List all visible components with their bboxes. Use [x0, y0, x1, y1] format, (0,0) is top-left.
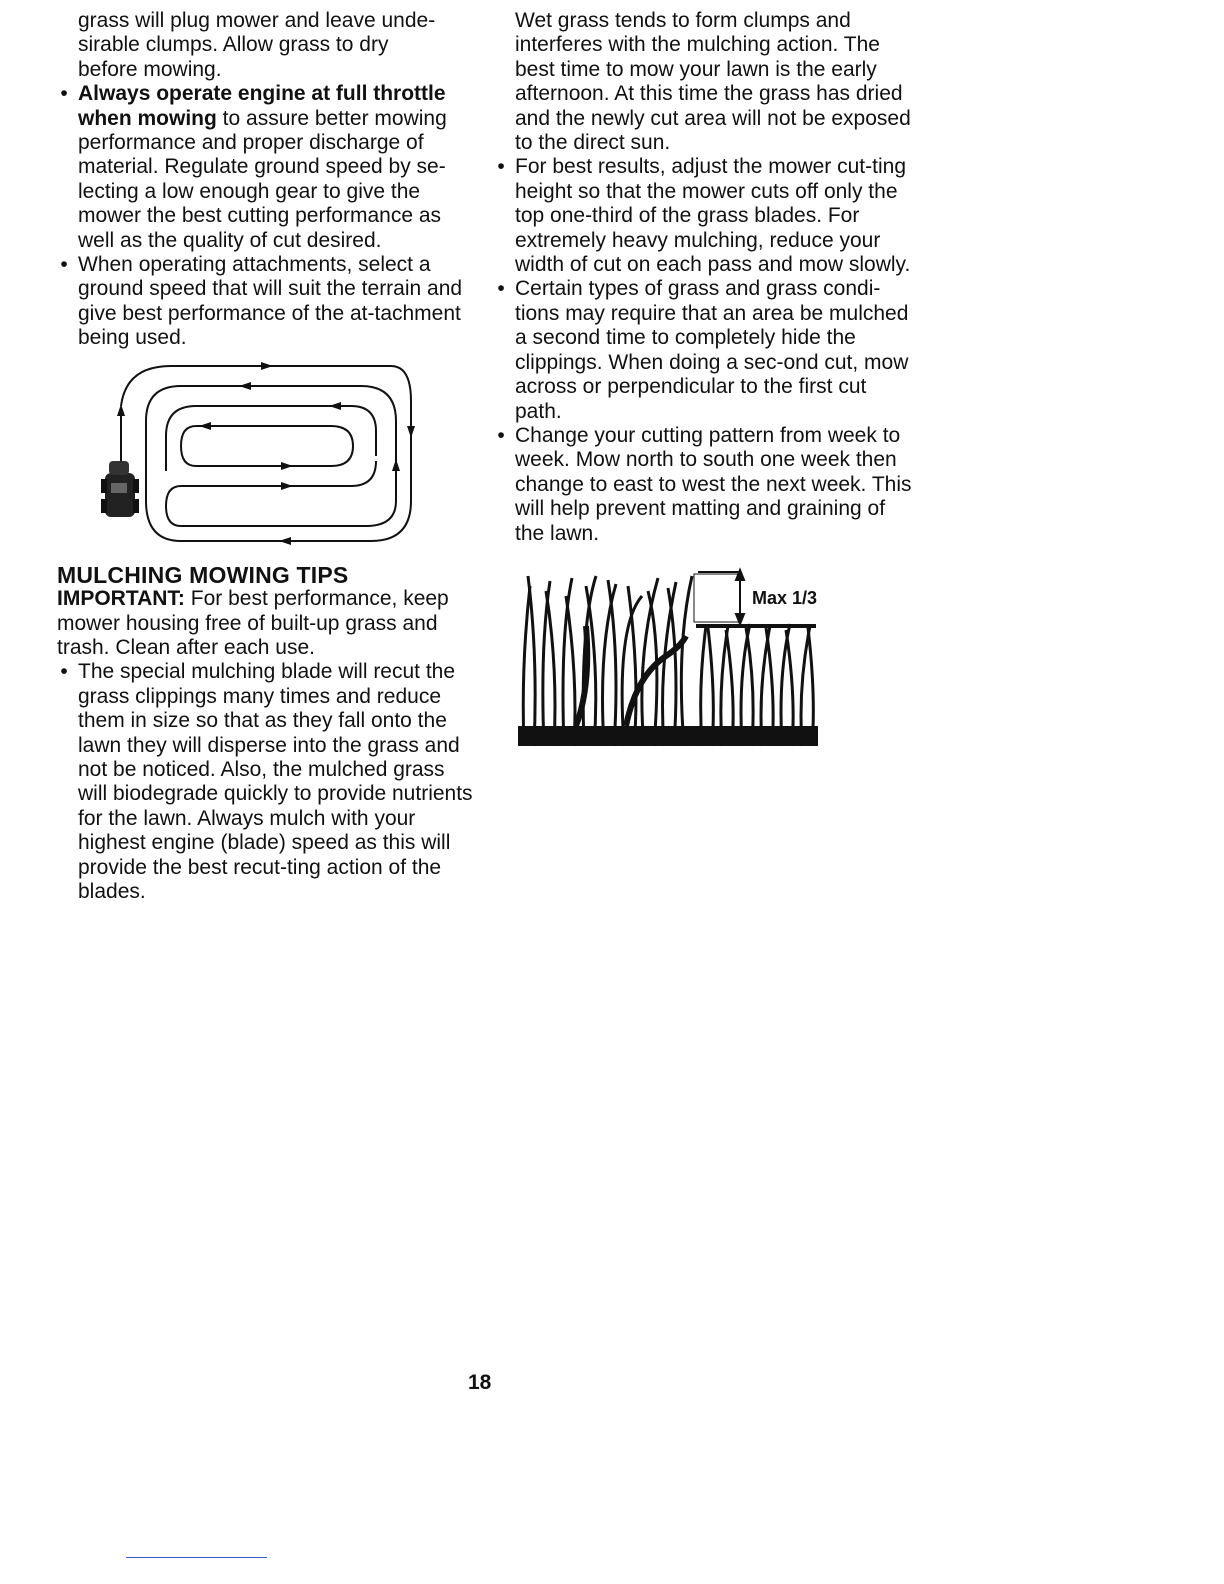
bullet-icon: • — [497, 423, 505, 447]
arrow-down-icon — [407, 426, 415, 438]
intro-line: sirable clumps. Allow grass to dry — [78, 33, 389, 57]
max-height-label: Max 1/3 — [752, 587, 818, 608]
bullet-second-cut-text: Certain types of grass and grass condi-tions may require that an area be mulched a second time to completely hide the clippings. When doing a sec-ond cut, mow across or perpendicular to the first cut path. — [515, 277, 909, 423]
arrow-right-icon — [281, 462, 293, 470]
arrow-left-icon — [329, 402, 341, 410]
pattern-center-loop — [181, 426, 353, 466]
cut-zone-box — [694, 574, 740, 622]
arrow-right-icon — [261, 362, 273, 370]
grass-height-illustration — [516, 566, 828, 751]
bullet-icon: • — [60, 253, 68, 277]
arrow-left-icon — [279, 537, 291, 545]
arrow-right-icon — [281, 482, 293, 490]
pattern-outer-path — [146, 401, 411, 541]
left-column — [57, 9, 477, 904]
intro-line: before mowing. — [78, 57, 222, 81]
pattern-loop-path — [166, 406, 376, 471]
intro-text — [57, 9, 477, 82]
bullet-icon: • — [497, 155, 505, 179]
arrow-left-icon — [199, 422, 211, 430]
footer-rule — [126, 1557, 267, 1558]
mower-icon — [101, 461, 139, 517]
section-heading: MULCHING MOWING TIPS — [57, 561, 349, 588]
bullet-icon: • — [60, 660, 68, 684]
mowing-pattern-diagram — [101, 361, 431, 551]
arrow-up-icon — [117, 404, 125, 416]
bullet-cutting-pattern-text: Change your cutting pattern from week to week. Mow north to south one week then change to east to west the next week. This will help prevent matting and graining of the lawn. — [515, 423, 912, 545]
bullet-icon: • — [497, 277, 505, 301]
arrow-left-icon — [239, 382, 251, 390]
bullet-attachments-text: When operating attachments, select a ground speed that will suit the terrain and give best performance of the at-tachment being used. — [78, 253, 463, 350]
bullet-throttle-text: to assure better mowing performance and proper discharge of material. Regulate ground speed by se-lecting a low enough gear to give the mower the best cutting performance as well as the quality of cut desired. — [78, 106, 447, 252]
bullet-cutting-pattern — [494, 424, 914, 546]
bullet-cutting-height-text: For best results, adjust the mower cut-ting height so that the mower cuts off only the top one-third of the grass blades. For extremely heavy mulching, reduce your width of cut on each pass and mow slowly. — [515, 155, 911, 277]
page-number: 18 — [468, 1371, 492, 1394]
bullet-cutting-height — [494, 155, 914, 277]
bullet-throttle — [57, 82, 477, 253]
important-paragraph — [57, 587, 477, 660]
bullet-attachments — [57, 253, 477, 351]
important-text: For best performance, keep mower housing free of built-up grass and trash. Clean after each use. — [57, 587, 449, 659]
bullet-second-cut — [494, 277, 914, 423]
arrow-up-icon — [392, 459, 400, 471]
bullet-mulching-blade — [57, 660, 477, 904]
right-intro: Wet grass tends to form clumps and interferes with the mulching action. The best time to mow your lawn is the early afternoon. At this time the grass has dried and the newly cut area will not be exposed to the direct sun. — [515, 9, 911, 155]
bullet-icon: • — [60, 82, 68, 106]
bullet-throttle-bold: Always operate engine at full throttle when mowing — [78, 82, 446, 130]
right-column — [494, 9, 914, 751]
bullet-mulching-blade-text: The special mulching blade will recut the grass clippings many times and reduce them in size so that as they fall onto the lawn they will disperse into the grass and not be noticed. Also, the mulched grass will biodegrade quickly to provide nutrients for the lawn. Always mulch with your highest engine (blade) speed as this will provide the best recut-ting action of the blades. — [78, 660, 473, 903]
important-label: IMPORTANT: — [57, 587, 185, 611]
intro-line: grass will plug mower and leave unde- — [78, 9, 436, 32]
